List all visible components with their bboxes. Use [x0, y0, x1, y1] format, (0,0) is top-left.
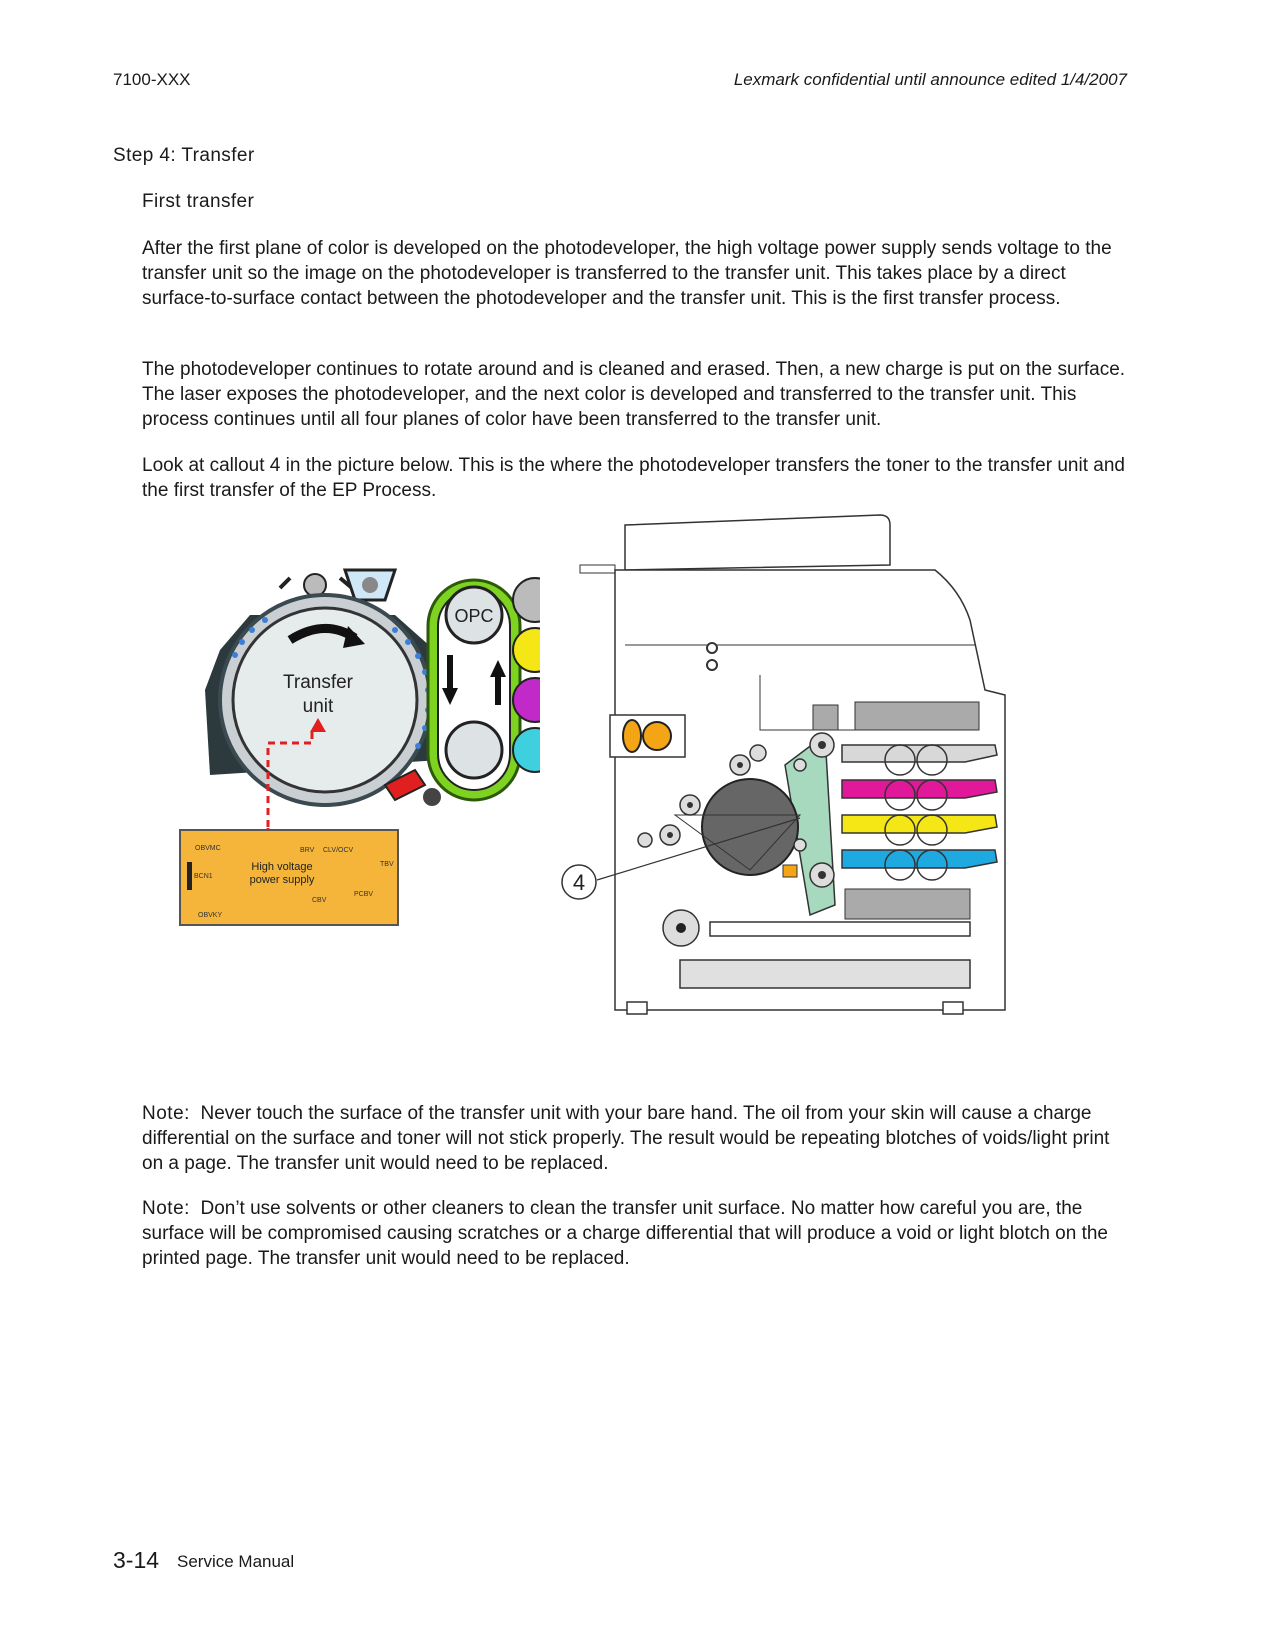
photodeveloper-drum: [702, 779, 798, 875]
conn-bcn1: BCN1: [194, 873, 213, 880]
conn-tbv: TBV: [380, 861, 394, 868]
transfer-unit-label-2: unit: [302, 696, 334, 717]
step-heading: Step 4: Transfer: [113, 145, 255, 166]
note-text: Never touch the surface of the transfer unit with your bare hand. The oil from your skin will cause a charge differential on the surface and toner will not stick properly. The result would be repeating blotches of voids/light print on a page. The transfer unit would need to be replaced.: [142, 1103, 1110, 1174]
hvps-label: High voltage: [251, 861, 313, 873]
conn-obvmc: OBVMC: [195, 845, 221, 852]
paragraph-first-transfer: After the first plane of color is developed on the photodeveloper, the high voltage power supply sends voltage to the transfer unit so the image on the photodeveloper is transferred to the transfer unit. This takes place by a direct surface-to-surface contact between the photodeveloper and the transfer unit. This is the first transfer process.: [142, 238, 1112, 309]
conn-clvocv: CLV/OCV: [323, 847, 354, 854]
conn-cbv: CBV: [312, 897, 327, 904]
conn-brv: BRV: [300, 847, 315, 854]
document-code: 7100-XXX: [113, 70, 191, 89]
scanner-lid: [625, 515, 890, 570]
callout-number: 4: [572, 870, 586, 895]
conn-pcbv: PCBV: [354, 891, 374, 898]
paragraph-continues: The photodeveloper continues to rotate around and is cleaned and erased. Then, a new charge is put on the surface. The laser exposes the photodeveloper, and the next color is developed and transferred to the transfer unit. This process continues until all four planes of color have been transferred to the transfer unit.: [142, 359, 1126, 430]
manual-title: Service Manual: [177, 1552, 295, 1571]
note-text: Don’t use solvents or other cleaners to clean the transfer unit surface. No matter how careful you are, the surface will be compromised causing scratches or a charge differential that will produce a void or light blotch on the printed page. The transfer unit would need to be replaced.: [142, 1198, 1108, 1269]
sub-heading: First transfer: [142, 191, 255, 212]
conn-obvky: OBVKY: [198, 912, 223, 919]
note-label: Note:: [142, 1103, 190, 1124]
note-bare-hand: [142, 1101, 1132, 1176]
opc-label: OPC: [454, 606, 494, 626]
confidential-notice: Lexmark confidential until announce edited 1/4/2007: [733, 70, 1127, 89]
transfer-unit-diagram: [180, 560, 565, 980]
note-solvents: [142, 1196, 1132, 1271]
note-label: Note:: [142, 1198, 190, 1219]
paragraph-callout: Look at callout 4 in the picture below. This is the where the photodeveloper transfers the toner to the transfer unit and the first transfer of the EP Process.: [142, 455, 1125, 501]
transfer-unit-label: Transfer: [282, 672, 354, 693]
opc-bottom-roller: [446, 722, 502, 778]
page-number: 3-14: [113, 1547, 160, 1573]
paper-tray: [680, 960, 970, 988]
hvps-label-2: power supply: [249, 874, 315, 886]
printer-cross-section: [572, 515, 1065, 1070]
